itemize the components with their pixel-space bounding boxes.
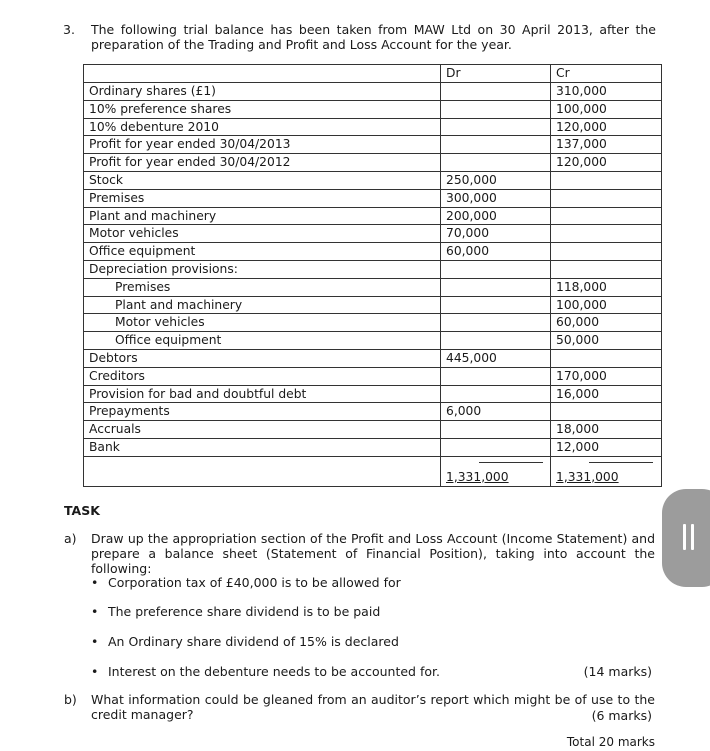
part-a-text: Draw up the appropriation section of the Profit and Loss Account (Income Statement) and prepare a balance sheet (Statement of Financial Position), taking into account the following: bbox=[91, 531, 655, 576]
table-row bbox=[84, 385, 662, 403]
cell-label: Premises bbox=[84, 278, 441, 296]
header-dr: Dr bbox=[441, 65, 551, 83]
side-drag-handle[interactable] bbox=[662, 489, 710, 587]
cell-dr bbox=[441, 154, 551, 172]
cell-dr: 6,000 bbox=[441, 403, 551, 421]
table-row bbox=[84, 367, 662, 385]
cell-cr: 16,000 bbox=[551, 385, 662, 403]
part-a-marks: (14 marks) bbox=[583, 664, 652, 679]
table-row bbox=[84, 332, 662, 350]
cell-label: Profit for year ended 30/04/2013 bbox=[84, 136, 441, 154]
table-row bbox=[84, 296, 662, 314]
cell-cr bbox=[551, 403, 662, 421]
cell-dr bbox=[441, 83, 551, 101]
bullet-text: Interest on the debenture needs to be accounted for. bbox=[108, 664, 440, 679]
trial-balance-table bbox=[83, 64, 662, 487]
cell-dr: 300,000 bbox=[441, 189, 551, 207]
bullet-dot-icon: • bbox=[91, 575, 99, 590]
table-row bbox=[84, 438, 662, 456]
cell-dr bbox=[441, 421, 551, 439]
cell-cr bbox=[551, 243, 662, 261]
cell-dr bbox=[441, 136, 551, 154]
cell-label: 10% debenture 2010 bbox=[84, 118, 441, 136]
total-value-dr: 1,331,000 bbox=[446, 469, 509, 484]
cell-label: Provision for bad and doubtful debt bbox=[84, 385, 441, 403]
total-cell-cr bbox=[551, 456, 662, 486]
table-row bbox=[84, 189, 662, 207]
grip-bar-icon bbox=[691, 524, 694, 550]
cell-cr: 120,000 bbox=[551, 118, 662, 136]
cell-label bbox=[84, 456, 441, 486]
cell-label: Prepayments bbox=[84, 403, 441, 421]
table-row bbox=[84, 225, 662, 243]
table-row bbox=[84, 260, 662, 278]
cell-label: Plant and machinery bbox=[84, 296, 441, 314]
cell-cr: 118,000 bbox=[551, 278, 662, 296]
cell-dr: 200,000 bbox=[441, 207, 551, 225]
table-row bbox=[84, 349, 662, 367]
cell-cr: 120,000 bbox=[551, 154, 662, 172]
cell-cr: 137,000 bbox=[551, 136, 662, 154]
cell-cr: 100,000 bbox=[551, 100, 662, 118]
part-b-marks: (6 marks) bbox=[591, 708, 652, 723]
cell-dr bbox=[441, 385, 551, 403]
table-row bbox=[84, 403, 662, 421]
table-row bbox=[84, 278, 662, 296]
cell-cr: 60,000 bbox=[551, 314, 662, 332]
cell-label: Stock bbox=[84, 171, 441, 189]
cell-label: Office equipment bbox=[84, 332, 441, 350]
bullet-text: The preference share dividend is to be paid bbox=[108, 604, 381, 619]
question-text: The following trial balance has been taken from MAW Ltd on 30 April 2013, after the preparation of the Trading and Profit and Loss Account for the year. bbox=[91, 22, 656, 52]
total-value-cr: 1,331,000 bbox=[556, 469, 619, 484]
cell-dr: 60,000 bbox=[441, 243, 551, 261]
cell-cr bbox=[551, 207, 662, 225]
table-row bbox=[84, 243, 662, 261]
bullet-item bbox=[91, 634, 399, 649]
cell-cr bbox=[551, 189, 662, 207]
cell-dr bbox=[441, 260, 551, 278]
table-row bbox=[84, 314, 662, 332]
cell-dr bbox=[441, 278, 551, 296]
cell-dr bbox=[441, 118, 551, 136]
cell-cr: 100,000 bbox=[551, 296, 662, 314]
cell-label: Profit for year ended 30/04/2012 bbox=[84, 154, 441, 172]
part-a-letter: a) bbox=[64, 531, 77, 546]
grip-bar-icon bbox=[683, 524, 686, 550]
table-row bbox=[84, 171, 662, 189]
total-rule bbox=[589, 462, 653, 463]
cell-label: Office equipment bbox=[84, 243, 441, 261]
cell-dr bbox=[441, 332, 551, 350]
cell-label: Motor vehicles bbox=[84, 225, 441, 243]
cell-label: Motor vehicles bbox=[84, 314, 441, 332]
cell-label: Accruals bbox=[84, 421, 441, 439]
table-row bbox=[84, 118, 662, 136]
total-cell-dr bbox=[441, 456, 551, 486]
table-row bbox=[84, 154, 662, 172]
cell-label: 10% preference shares bbox=[84, 100, 441, 118]
bullet-item bbox=[91, 575, 401, 590]
cell-cr: 12,000 bbox=[551, 438, 662, 456]
bullet-item bbox=[91, 604, 380, 619]
question-number: 3. bbox=[63, 22, 75, 37]
header-label bbox=[84, 65, 441, 83]
total-marks: Total 20 marks bbox=[566, 735, 655, 749]
cell-cr: 18,000 bbox=[551, 421, 662, 439]
cell-cr bbox=[551, 171, 662, 189]
cell-dr: 250,000 bbox=[441, 171, 551, 189]
bullet-dot-icon: • bbox=[91, 604, 99, 619]
cell-dr bbox=[441, 367, 551, 385]
bullet-text: An Ordinary share dividend of 15% is declared bbox=[108, 634, 399, 649]
cell-label: Depreciation provisions: bbox=[84, 260, 441, 278]
cell-cr bbox=[551, 225, 662, 243]
total-rule bbox=[479, 462, 543, 463]
cell-dr bbox=[441, 100, 551, 118]
cell-label: Debtors bbox=[84, 349, 441, 367]
cell-label: Bank bbox=[84, 438, 441, 456]
cell-dr bbox=[441, 314, 551, 332]
part-b-letter: b) bbox=[64, 692, 77, 707]
table-header-row bbox=[84, 65, 662, 83]
cell-dr: 70,000 bbox=[441, 225, 551, 243]
table-row bbox=[84, 207, 662, 225]
part-b-text: What information could be gleaned from an auditor’s report which might be of use to the credit manager? bbox=[91, 692, 655, 722]
cell-cr bbox=[551, 349, 662, 367]
cell-dr bbox=[441, 438, 551, 456]
table-row bbox=[84, 136, 662, 154]
cell-label: Premises bbox=[84, 189, 441, 207]
table-row bbox=[84, 83, 662, 101]
cell-cr: 50,000 bbox=[551, 332, 662, 350]
header-cr: Cr bbox=[551, 65, 662, 83]
cell-cr: 310,000 bbox=[551, 83, 662, 101]
cell-cr bbox=[551, 260, 662, 278]
table-row bbox=[84, 100, 662, 118]
bullet-dot-icon: • bbox=[91, 634, 99, 649]
cell-label: Ordinary shares (£1) bbox=[84, 83, 441, 101]
cell-dr bbox=[441, 296, 551, 314]
cell-label: Creditors bbox=[84, 367, 441, 385]
bullet-dot-icon: • bbox=[91, 664, 99, 679]
cell-dr: 445,000 bbox=[441, 349, 551, 367]
totals-row bbox=[84, 456, 662, 486]
bullet-item bbox=[91, 664, 440, 679]
task-heading: TASK bbox=[64, 503, 100, 518]
cell-cr: 170,000 bbox=[551, 367, 662, 385]
cell-label: Plant and machinery bbox=[84, 207, 441, 225]
bullet-text: Corporation tax of £40,000 is to be allowed for bbox=[108, 575, 401, 590]
table-row bbox=[84, 421, 662, 439]
